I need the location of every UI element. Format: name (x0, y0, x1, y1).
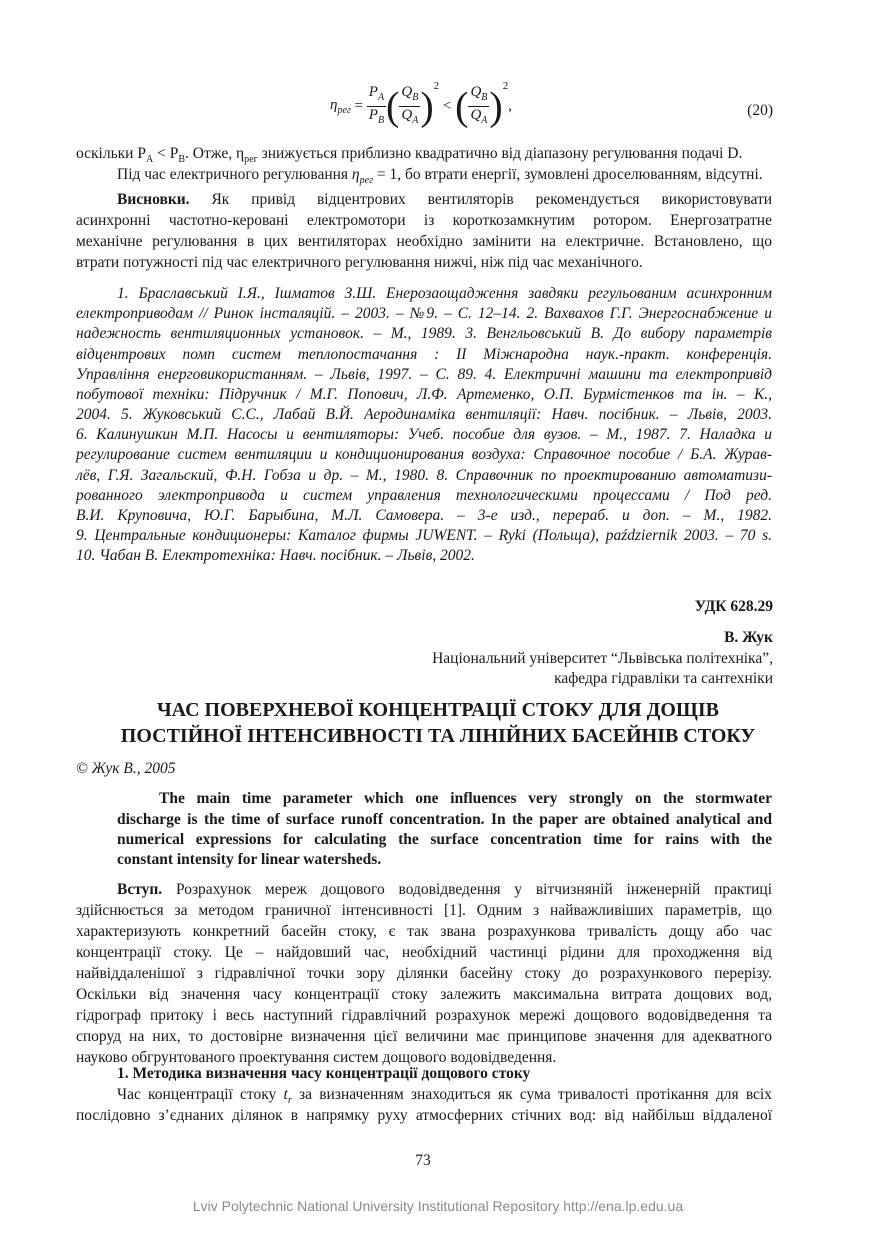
formula-flow-ratio: $\frac{Q_B}{Q_A}$ (401, 84, 419, 126)
reference-line: 10. Чабан В. Електротехніка: Навч. посібник. – Львів, 2002. (76, 547, 475, 564)
conclusions-line-4: втрати потужності під час електричного регулювання нижчі, ніж під час механічного. (76, 254, 643, 271)
reference-line: В.И. Круповича, Ю.Г. Барыбина, М.Л. Самовера. – 3-е изд., перераб. и доп. – М., 1982. (76, 507, 772, 524)
formula-paren-close-2: ) (489, 83, 503, 129)
reference-line: 9. Центральные кондиционеры: Каталог фирмы JUWENT. – Ryki (Польща), październik 2003. – 70 s. (76, 527, 772, 544)
section-heading: 1. Методика визначення часу концентрації дощового стоку (117, 1065, 531, 1082)
reference-line: 1. Браславський І.Я., Ішматов З.Ш. Енерозаощадження завдяки регульованим асинхронним (117, 285, 772, 302)
article-title-line-1: ЧАС ПОВЕРХНЕВОЇ КОНЦЕНТРАЦІЇ СТОКУ ДЛЯ ДОЩІВ (156, 699, 720, 721)
reference-line: надежность вентиляционных установок. – М., 1989. 3. Венгльовський В. До вибору параметрів (76, 325, 772, 342)
formula-20 (330, 80, 520, 140)
reference-line: регулирование систем вентиляции и кондиционирования воздуха: Справочное пособие / Б.А. Журав- (76, 446, 772, 463)
formula-exponent: 2 (433, 80, 440, 92)
formula-flow-ratio-2: $\frac{Q_B}{Q_A}$ (470, 84, 488, 126)
intro-line: характеризують конкретний басейн стоку, є так звана розрахункова тривалість дощу або час (76, 923, 772, 940)
article-title-line-2: ПОСТІЙНОЇ ІНТЕНСИВНОСТІ ТА ЛІНІЙНИХ БАСЕЙНІВ СТОКУ (120, 725, 756, 747)
reference-line: Управління енерговикористанням. – Львів, 1997. – С. 89. 4. Електричні машини та електропривід (76, 366, 772, 383)
abstract-line: discharge is the time of surface runoff concentration. In the paper are obtained analytical and (117, 811, 772, 828)
conclusions-line-2: асинхронні частотно-керовані електромотори із короткозамкнутим ротором. Енергозатратне (76, 212, 772, 229)
formula-paren-close: ) (420, 83, 434, 129)
paragraph-electric-regulation: Під час електричного регулювання $\eta_{рег} = 1$, бо втрати енергії, зумовлені дроселюванням, відсутні. (117, 166, 763, 187)
abstract-line: numerical expressions for calculating the surface concentration time for rains with the (117, 831, 772, 848)
paragraph-pa-pb: оскільки $P_A < P_B$. Отже, $\eta_{рег}$ знижується приблизно квадратично від діапазону регулювання подачі D. (76, 145, 743, 166)
reference-line: електроприводам // Ринок інсталяцій. – 2003. – №9. – С. 12–14. 2. Вахвахов Г.Г. Энергоснабжение и (76, 305, 772, 322)
formula-lhs: $\eta_{рег}$ (330, 97, 351, 116)
formula-less: < (442, 98, 452, 114)
intro-line: гідрограф притоку і весь наступний гідравлічний розрахунок мережі дощового водовідведення та (76, 1007, 772, 1024)
page-number: 73 (415, 1152, 431, 1169)
reference-line: лёв, Г.Я. Загальский, Ф.Н. Гобза и др. – М., 1980. 8. Справочник по проектированию автоматизи- (76, 467, 772, 484)
intro-label: Вступ. (117, 881, 163, 898)
abstract-line: The main time parameter which one influences very strongly on the stormwater (159, 790, 772, 807)
conclusions-label: Висновки. (117, 191, 190, 208)
intro-line: найвіддаленішої з гідравлічної точки зору ділянки басейну стоку до розрахункового перерізу. (76, 965, 772, 982)
udk-code: УДК 628.29 (694, 598, 773, 615)
reference-line: побутової техніки: Підручник / М.Г. Попович, Л.Ф. Артеменко, О.П. Бурмістенков та ін. – К., (76, 386, 772, 403)
intro-line: концентрації стоку. Це – найдовший час, необхідний частинці рідини для проходження від (76, 944, 772, 961)
intro-line-last: науково обгрунтованого проектування систем дощового водовідведення. (76, 1049, 557, 1066)
reference-line: 2004. 5. Жуковський С.С., Лабай В.Й. Аеродинаміка вентиляції: Навч. посібник. – Львів, 2003. (76, 406, 772, 423)
affiliation-university: Національний університет “Львівська політехніка”, (432, 650, 773, 667)
formula-paren-open-2: ( (455, 83, 469, 129)
intro-line-1: Вступ. Розрахунок мереж дощового водовідведення у вітчизняній інженерній практиці (117, 881, 773, 898)
author-name: В. Жук (724, 629, 773, 646)
formula-exponent-2: 2 (502, 80, 509, 92)
equation-number: (20) (747, 102, 773, 119)
intro-line: Оскільки від значення часу концентрації стоку залежить максимальна витрата дощових вод, (76, 986, 772, 1003)
affiliation-department: кафедра гідравліки та сантехніки (554, 670, 773, 687)
repository-footer: Lviv Polytechnic National University Institutional Repository http://ena.lp.edu.ua (192, 1198, 684, 1214)
section1-line-1: Час концентрації стоку $t_r$ за визначенням знаходиться як сума тривалості протікання для всіх (117, 1086, 772, 1107)
reference-line: відцентрових помп систем теплопостачання : ІІ Міжнародна наук.-практ. конференція. (76, 346, 772, 363)
section1-line-2: послідовно з’єднаних ділянок в напрямку руху атмосферних стічних вод: від найбільш віддаленої (76, 1107, 772, 1124)
formula-power-ratio: $\frac{P_A}{P_B}$ (368, 84, 385, 126)
intro-line: споруд на них, то достовірне визначення цієї величини має принципове значення для адекватного (76, 1028, 772, 1045)
intro-line: здійснюється за методом граничної інтенсивності [1]. Одним з найважливіших параметрів, що (76, 902, 772, 919)
formula-paren-open: ( (386, 83, 400, 129)
copyright: © Жук В., 2005 (76, 760, 176, 777)
conclusions-line-1: Висновки. Як привід відцентрових вентиляторів рекомендується використовувати (117, 191, 773, 208)
formula-eq: = (354, 98, 364, 114)
reference-line: 6. Калинушкин М.П. Насосы и вентиляторы: Учеб. пособие для вузов. – М., 1987. 7. Наладка и (76, 426, 772, 443)
conclusions-line-3: механічне регулювання в цих вентиляторах необхідно замінити на електричне. Встановлено, що (76, 233, 772, 250)
reference-line: рованного электропривода и систем управления технологическими процессами / Под ред. (76, 487, 772, 504)
formula-comma: , (508, 98, 512, 114)
abstract-line: constant intensity for linear watersheds. (117, 851, 382, 868)
